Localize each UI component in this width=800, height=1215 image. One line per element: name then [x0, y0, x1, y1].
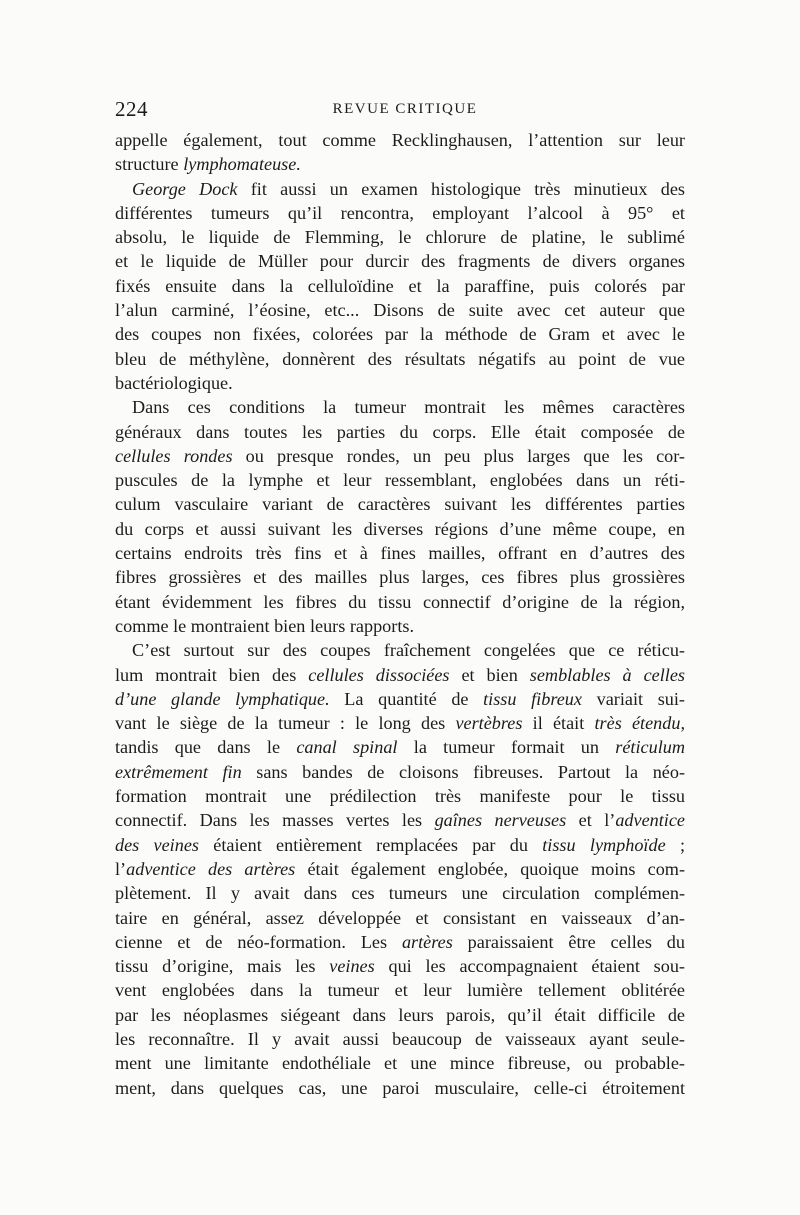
text-run: sans bandes de cloisons fibreuses. Partout la néo-: [241, 761, 686, 782]
italic-text: tissu lymphoïde: [542, 834, 666, 855]
text-line: [115, 687, 685, 711]
text-run: bleu de méthylène, donnèrent des résultats négatifs au point de vue: [115, 348, 685, 369]
text-line: [115, 347, 685, 371]
body-text: [115, 128, 685, 1100]
text-run: des coupes non fixées, colorées par la méthode de Gram et avec le: [115, 324, 685, 345]
text-run: les reconnaître. Il y avait aussi beaucoup de vaisseaux ayant seule-: [115, 1028, 685, 1049]
page-header: [115, 97, 685, 123]
text-run: fixés ensuite dans la celluloïdine et la paraffine, puis colorés par: [115, 275, 685, 296]
text-line: [115, 663, 685, 687]
text-run: Dans ces conditions la tumeur montrait les mêmes caractères: [132, 397, 685, 418]
text-line: [115, 565, 685, 589]
text-line: [115, 711, 685, 735]
text-line: [115, 371, 685, 395]
text-line: [115, 298, 685, 322]
text-run: fibres grossières et des mailles plus larges, ces fibres plus grossières: [115, 567, 685, 588]
text-run: du corps et aussi suivant les diverses régions d’une même coupe, en: [115, 518, 685, 539]
paragraph: [115, 177, 685, 396]
text-run: La quantité de: [329, 688, 484, 709]
italic-text: adventice: [615, 810, 685, 831]
text-run: structure: [115, 154, 184, 175]
text-run: tandis que dans le: [115, 737, 297, 758]
text-run: et l’: [566, 810, 616, 831]
italic-text: des veines: [115, 834, 199, 855]
italic-text: veines: [329, 956, 375, 977]
text-run: qui les accompagnaient étaient sou-: [374, 956, 685, 977]
text-line: [115, 128, 685, 152]
italic-text: lymphomateuse.: [183, 154, 301, 175]
page-number: 224: [115, 97, 148, 121]
text-run: C’est surtout sur des coupes fraîchement congelées que ce réticu-: [132, 640, 685, 661]
paragraph: [115, 395, 685, 638]
text-line: [115, 177, 685, 201]
text-line: [115, 1076, 685, 1100]
text-run: lum montrait bien des: [115, 664, 309, 685]
text-line: [115, 468, 685, 492]
text-run: ou presque rondes, un peu plus larges que les cor-: [232, 445, 685, 466]
paragraph: [115, 128, 685, 177]
text-line: [115, 906, 685, 930]
italic-text: canal spinal: [296, 737, 398, 758]
text-run: tissu d’origine, mais les: [115, 956, 330, 977]
text-line: [115, 614, 685, 638]
italic-text: réticulum: [615, 737, 685, 758]
italic-text: semblables à celles: [529, 664, 685, 685]
text-line: [115, 808, 685, 832]
text-line: [115, 833, 685, 857]
italic-text: cellules dissociées: [308, 664, 450, 685]
italic-text: très étendu,: [594, 713, 685, 734]
text-line: [115, 954, 685, 978]
text-run: par les néoplasmes siégeant dans leurs parois, qu’il était difficile de: [115, 1004, 685, 1025]
text-run: connectif. Dans les masses vertes les: [115, 810, 435, 831]
italic-text: artères: [401, 931, 453, 952]
running-title: REVUE CRITIQUE: [332, 101, 478, 117]
italic-text: extrêmement fin: [115, 761, 242, 782]
text-run: puscules de la lymphe et leur ressemblant, englobées dans un réti-: [115, 470, 685, 491]
text-run: culum vasculaire variant de caractères suivant les différentes parties: [115, 494, 685, 515]
text-line: [115, 395, 685, 419]
text-run: ;: [665, 834, 685, 855]
text-line: [115, 444, 685, 468]
italic-text: vertèbres: [455, 713, 523, 734]
text-run: appelle également, tout comme Recklinghausen, l’attention sur leur: [115, 130, 685, 150]
text-line: [115, 857, 685, 881]
text-line: [115, 152, 685, 176]
text-line: [115, 784, 685, 808]
text-run: l’: [115, 858, 127, 879]
text-run: fit aussi un examen histologique très minutieux des: [237, 178, 685, 199]
text-run: généraux dans toutes les parties du corps. Elle était composée de: [115, 421, 685, 442]
text-run: certains endroits très fins et à fines mailles, offrant en d’autres des: [115, 543, 685, 564]
text-line: [115, 225, 685, 249]
text-run: formation montrait une prédilection très manifeste pour le tissu: [115, 786, 685, 807]
text-run: ment une limitante endothéliale et une mince fibreuse, ou probable-: [115, 1053, 685, 1074]
text-line: [115, 322, 685, 346]
text-line: [115, 274, 685, 298]
text-run: taire en général, assez développée et consistant en vaisseaux d’an-: [115, 907, 685, 928]
text-line: [115, 638, 685, 662]
italic-text: tissu fibreux: [483, 688, 582, 709]
text-run: bactériologique.: [115, 372, 233, 393]
text-run: vent englobées dans la tumeur et leur lumière tellement oblitérée: [115, 980, 685, 1001]
text-run: vant le siège de la tumeur : le long des: [115, 713, 456, 734]
text-line: [115, 978, 685, 1002]
text-run: plètement. Il y avait dans ces tumeurs une circulation complémen-: [115, 883, 685, 904]
text-run: paraissaient être celles du: [452, 931, 685, 952]
text-run: ment, dans quelques cas, une paroi musculaire, celle-ci étroitement: [115, 1077, 685, 1098]
italic-text: gaînes nerveuses: [434, 810, 567, 831]
text-run: l’alun carminé, l’éosine, etc... Disons de suite avec cet auteur que: [115, 300, 685, 321]
text-line: [115, 517, 685, 541]
text-run: comme le montraient bien leurs rapports.: [115, 615, 414, 636]
text-line: [115, 930, 685, 954]
text-run: et bien: [449, 664, 530, 685]
text-line: [115, 249, 685, 273]
text-run: cienne et de néo-formation. Les: [115, 931, 402, 952]
text-run: différentes tumeurs qu’il rencontra, employant l’alcool à 95° et: [115, 202, 685, 223]
text-line: [115, 760, 685, 784]
text-line: [115, 1003, 685, 1027]
text-line: [115, 492, 685, 516]
italic-text: cellules rondes: [115, 445, 233, 466]
text-line: [115, 881, 685, 905]
text-run: la tumeur formait un: [397, 737, 616, 758]
text-line: [115, 1027, 685, 1051]
italic-text: George Dock: [132, 178, 238, 199]
text-line: [115, 201, 685, 225]
text-run: étaient entièrement remplacées par du: [198, 834, 543, 855]
text-run: et le liquide de Müller pour durcir des fragments de divers organes: [115, 251, 685, 272]
text-run: étant évidemment les fibres du tissu connectif d’origine de la région,: [115, 591, 685, 612]
italic-text: adventice des artères: [126, 858, 296, 879]
text-line: [115, 420, 685, 444]
text-run: était également englobée, quoique moins com-: [295, 858, 685, 879]
italic-text: d’une glande lymphatique.: [115, 688, 330, 709]
text-line: [115, 541, 685, 565]
text-line: [115, 1051, 685, 1075]
text-run: variait sui-: [581, 688, 685, 709]
text-line: [115, 735, 685, 759]
paragraph: [115, 638, 685, 1100]
text-run: absolu, le liquide de Flemming, le chlorure de platine, le sublimé: [115, 227, 685, 248]
text-line: [115, 590, 685, 614]
text-run: il était: [522, 713, 595, 734]
